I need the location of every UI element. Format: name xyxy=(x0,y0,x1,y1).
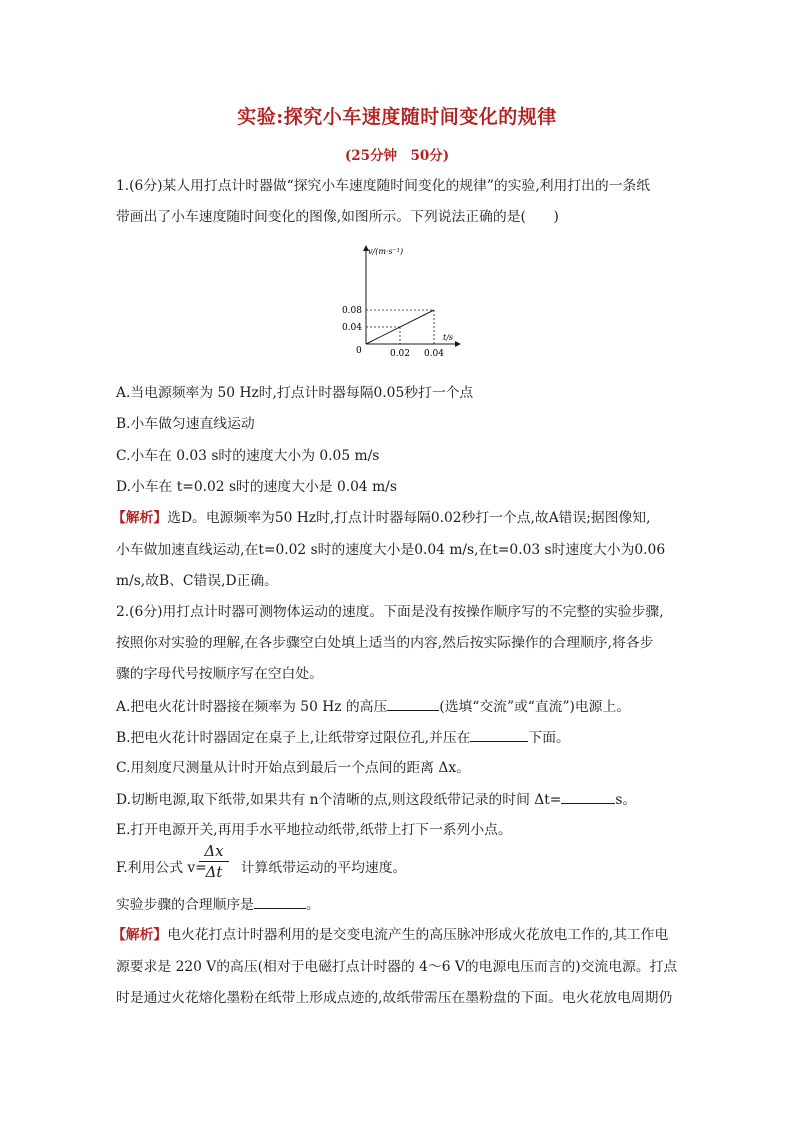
q2-step-b-blank[interactable] xyxy=(470,728,528,742)
q2-step-d-text: D.切断电源,取下纸带,如果共有 n个清晰的点,则这段纸带记录的时间 Δt= xyxy=(116,792,562,808)
q2-analysis-line1 xyxy=(112,926,682,944)
q2-step-a-text: A.把电火花计时器接在频率为 50 Hz 的高压 xyxy=(116,699,388,715)
q1-analysis-line2: 小车做加速直线运动,在t=0.02 s时的速度大小是0.04 m/s,在t=0.03 s时速度大小为0.06 xyxy=(116,542,666,558)
y-axis-label: v/(m·s⁻¹) xyxy=(368,247,404,256)
q1-option-b: B.小车做匀速直线运动 xyxy=(116,416,255,432)
q2-step-a xyxy=(116,697,686,716)
q1-analysis-text: 选D。电源频率为50 Hz时,打点计时器每隔0.02秒打一个点,故A错误;据图像知, xyxy=(167,510,651,526)
q1-analysis-line1 xyxy=(112,509,682,527)
q1-option-c: C.小车在 0.03 s时的速度大小为 0.05 m/s xyxy=(116,448,380,464)
q2-analysis-text: 电火花打点计时器利用的是交变电流产生的高压脉冲形成火花放电工作的,其工作电 xyxy=(167,927,669,943)
q2-step-f-tail: 计算纸带运动的平均速度。 xyxy=(240,860,407,876)
q1-option-a: A.当电源频率为 50 Hz时,打点计时器每隔0.05秒打一个点 xyxy=(116,385,474,401)
q2-step-c: C.用刻度尺测量从计时开始点到最后一个点间的距离 Δx。 xyxy=(116,760,470,776)
q2-step-a-blank[interactable] xyxy=(387,697,439,711)
q1-stem-line1: 1.(6分)某人用打点计时器做“探究小车速度随时间变化的规律”的实验,利用打出的一条纸 xyxy=(116,178,651,194)
q2-stem-line2: 按照你对实验的理解,在各步骤空白处填上适当的内容,然后按实际操作的合理顺序,将各步 xyxy=(116,635,654,651)
origin-label: 0 xyxy=(356,346,362,356)
q2-order-text: 实验步骤的合理顺序是 xyxy=(116,897,254,913)
q1-analysis-line3: m/s,故B、C错误,D正确。 xyxy=(116,573,278,589)
q2-step-b-text: B.把电火花计时器固定在桌子上,让纸带穿过限位孔,并压在 xyxy=(116,730,471,746)
q1-option-d: D.小车在 t=0.02 s时的速度大小是 0.04 m/s xyxy=(116,479,397,495)
q2-step-d-blank[interactable] xyxy=(561,790,615,804)
velocity-time-graph xyxy=(338,240,478,360)
q2-order-tail: 。 xyxy=(305,897,320,913)
q1-analysis-tag: 【解析】 xyxy=(112,510,168,526)
x-tick-label-2: 0.04 xyxy=(423,349,445,359)
q2-step-b xyxy=(116,728,686,747)
q2-step-d-tail: s。 xyxy=(615,792,637,808)
x-axis-label: t/s xyxy=(443,333,454,342)
velocity-formula-fraction xyxy=(199,842,229,881)
fraction-numerator: Δx xyxy=(204,842,224,860)
series-line xyxy=(366,310,434,344)
q2-stem-line3: 骤的字母代号按顺序写在空白处。 xyxy=(116,666,323,682)
page-title: 实验:探究小车速度随时间变化的规律 xyxy=(237,106,557,128)
q2-order xyxy=(116,895,686,914)
q2-analysis-line3: 时是通过火花熔化墨粉在纸带上形成点迹的,故纸带需压在墨粉盘的下面。电火花放电周期仍 xyxy=(116,990,673,1006)
q2-analysis-line2: 源要求是 220 V的高压(相对于电磁打点计时器的 4～6 V的电源电压而言的)交流电源。打点 xyxy=(116,959,678,975)
q2-step-d xyxy=(116,790,686,809)
q2-step-f-text: F.利用公式 v= xyxy=(116,860,207,876)
y-tick-label-2: 0.08 xyxy=(341,306,362,316)
page-subtitle: (25分钟 50分) xyxy=(344,148,450,164)
q2-step-b-tail: 下面。 xyxy=(528,730,570,746)
x-tick-label-1: 0.02 xyxy=(389,349,411,359)
q2-analysis-tag: 【解析】 xyxy=(112,927,168,943)
q2-stem-line1: 2.(6分)用打点计时器可测物体运动的速度。下面是没有按操作顺序写的不完整的实验步骤, xyxy=(116,604,664,620)
fraction-denominator: Δt xyxy=(205,863,223,881)
q2-step-e: E.打开电源开关,再用手水平地拉动纸带,纸带上打下一系列小点。 xyxy=(116,822,512,838)
q2-step-a-tail: (选填“交流”或“直流”)电源上。 xyxy=(439,699,631,715)
y-tick-label-1: 0.04 xyxy=(341,323,362,333)
q1-stem-line2: 带画出了小车速度随时间变化的图像,如图所示。下列说法正确的是( ) xyxy=(116,209,559,225)
q2-order-blank[interactable] xyxy=(254,895,306,909)
